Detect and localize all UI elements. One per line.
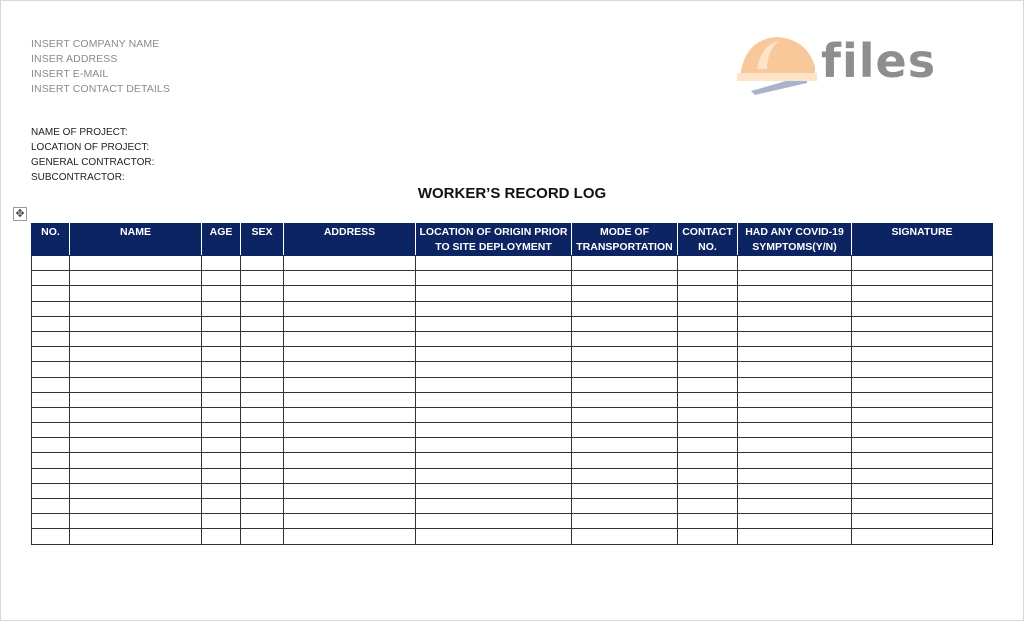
table-cell[interactable] <box>572 453 678 468</box>
table-body <box>32 256 993 545</box>
table-cell[interactable] <box>70 392 202 407</box>
col-header-covid-symptoms[interactable]: HAD ANY COVID-19 SYMPTOMS(Y/N) <box>738 224 852 256</box>
table-cell[interactable] <box>572 316 678 331</box>
table-cell[interactable] <box>678 362 738 377</box>
table-row <box>32 514 993 529</box>
table-cell[interactable] <box>284 514 416 529</box>
table-cell[interactable] <box>70 362 202 377</box>
table-cell[interactable] <box>32 529 70 544</box>
table-cell[interactable] <box>284 453 416 468</box>
table-cell[interactable] <box>32 499 70 514</box>
table-cell[interactable] <box>572 362 678 377</box>
table-cell[interactable] <box>202 423 241 438</box>
table-cell[interactable] <box>416 316 572 331</box>
table-cell[interactable] <box>202 331 241 346</box>
table-cell[interactable] <box>32 331 70 346</box>
table-cell[interactable] <box>241 499 284 514</box>
table-cell[interactable] <box>678 316 738 331</box>
logo-text: files <box>821 34 937 88</box>
table-cell[interactable] <box>70 286 202 301</box>
table-cell[interactable] <box>284 331 416 346</box>
table-cell[interactable] <box>241 271 284 286</box>
table-cell[interactable] <box>416 468 572 483</box>
table-cell[interactable] <box>738 271 852 286</box>
table-cell[interactable] <box>241 529 284 544</box>
table-cell[interactable] <box>70 499 202 514</box>
table-cell[interactable] <box>852 468 993 483</box>
table-cell[interactable] <box>678 483 738 498</box>
table-cell[interactable] <box>678 256 738 271</box>
table-cell[interactable] <box>572 529 678 544</box>
table-cell[interactable] <box>32 407 70 422</box>
table-cell[interactable] <box>202 362 241 377</box>
table-cell[interactable] <box>202 271 241 286</box>
table-cell[interactable] <box>284 316 416 331</box>
table-cell[interactable] <box>738 331 852 346</box>
table-cell[interactable] <box>241 483 284 498</box>
table-cell[interactable] <box>202 286 241 301</box>
hard-hat-icon <box>737 31 827 95</box>
table-cell[interactable] <box>32 468 70 483</box>
table-cell[interactable] <box>284 271 416 286</box>
table-cell[interactable] <box>572 377 678 392</box>
project-name-label[interactable]: NAME OF PROJECT: <box>31 127 128 138</box>
col-header-contact[interactable]: CONTACT NO. <box>678 224 738 256</box>
company-email[interactable]: INSERT E-MAIL <box>31 68 109 80</box>
table-cell[interactable] <box>241 514 284 529</box>
table-cell[interactable] <box>202 347 241 362</box>
table-cell[interactable] <box>241 286 284 301</box>
col-header-age[interactable]: AGE <box>202 224 241 256</box>
table-cell[interactable] <box>572 407 678 422</box>
table-cell[interactable] <box>284 392 416 407</box>
table-cell[interactable] <box>852 271 993 286</box>
table-cell[interactable] <box>416 377 572 392</box>
table-cell[interactable] <box>70 453 202 468</box>
table-cell[interactable] <box>852 392 993 407</box>
table-cell[interactable] <box>284 407 416 422</box>
table-cell[interactable] <box>284 483 416 498</box>
table-cell[interactable] <box>678 331 738 346</box>
table-row <box>32 286 993 301</box>
table-cell[interactable] <box>70 407 202 422</box>
table-cell[interactable] <box>70 316 202 331</box>
table-cell[interactable] <box>241 438 284 453</box>
table-cell[interactable] <box>678 499 738 514</box>
table-cell[interactable] <box>284 423 416 438</box>
table-cell[interactable] <box>202 301 241 316</box>
table-cell[interactable] <box>284 362 416 377</box>
table-cell[interactable] <box>32 286 70 301</box>
table-row <box>32 316 993 331</box>
company-name[interactable]: INSERT COMPANY NAME <box>31 38 160 50</box>
table-cell[interactable] <box>70 347 202 362</box>
table-cell[interactable] <box>678 423 738 438</box>
table-cell[interactable] <box>572 331 678 346</box>
table-cell[interactable] <box>738 347 852 362</box>
table-cell[interactable] <box>738 438 852 453</box>
table-cell[interactable] <box>32 347 70 362</box>
table-cell[interactable] <box>852 347 993 362</box>
table-row <box>32 407 993 422</box>
table-row <box>32 423 993 438</box>
table-row <box>32 483 993 498</box>
table-cell[interactable] <box>32 256 70 271</box>
table-cell[interactable] <box>678 301 738 316</box>
document-title[interactable]: WORKER’S RECORD LOG <box>417 185 607 202</box>
table-cell[interactable] <box>202 407 241 422</box>
table-cell[interactable] <box>572 438 678 453</box>
table-cell[interactable] <box>416 483 572 498</box>
table-cell[interactable] <box>70 483 202 498</box>
table-cell[interactable] <box>572 271 678 286</box>
table-cell[interactable] <box>678 407 738 422</box>
table-cell[interactable] <box>202 377 241 392</box>
table-header-row <box>32 224 993 256</box>
table-cell[interactable] <box>572 468 678 483</box>
table-row <box>32 256 993 271</box>
table-cell[interactable] <box>738 256 852 271</box>
table-cell[interactable] <box>202 529 241 544</box>
table-cell[interactable] <box>416 256 572 271</box>
table-cell[interactable] <box>32 453 70 468</box>
table-cell[interactable] <box>416 392 572 407</box>
table-cell[interactable] <box>416 438 572 453</box>
table-row <box>32 377 993 392</box>
table-cell[interactable] <box>738 377 852 392</box>
table-cell[interactable] <box>241 377 284 392</box>
table-cell[interactable] <box>202 499 241 514</box>
table-cell[interactable] <box>32 423 70 438</box>
table-cell[interactable] <box>70 423 202 438</box>
table-cell[interactable] <box>572 499 678 514</box>
table-cell[interactable] <box>241 453 284 468</box>
table-cell[interactable] <box>852 529 993 544</box>
table-row <box>32 347 993 362</box>
table-cell[interactable] <box>241 362 284 377</box>
table-cell[interactable] <box>678 438 738 453</box>
table-cell[interactable] <box>572 347 678 362</box>
table-move-handle-icon[interactable]: ✥ <box>13 207 27 221</box>
table-cell[interactable] <box>284 347 416 362</box>
table-cell[interactable] <box>678 529 738 544</box>
table-cell[interactable] <box>738 362 852 377</box>
table-cell[interactable] <box>70 514 202 529</box>
table-cell[interactable] <box>852 483 993 498</box>
table-row <box>32 271 993 286</box>
table-cell[interactable] <box>284 256 416 271</box>
company-info-block <box>31 37 170 97</box>
table-cell[interactable] <box>738 483 852 498</box>
col-header-sex[interactable]: SEX <box>241 224 284 256</box>
table-cell[interactable] <box>284 438 416 453</box>
table-cell[interactable] <box>202 483 241 498</box>
table-cell[interactable] <box>852 423 993 438</box>
table-cell[interactable] <box>852 362 993 377</box>
table-cell[interactable] <box>241 301 284 316</box>
company-address[interactable]: INSER ADDRESS <box>31 53 118 65</box>
table-cell[interactable] <box>70 529 202 544</box>
table-cell[interactable] <box>738 453 852 468</box>
table-cell[interactable] <box>241 331 284 346</box>
table-cell[interactable] <box>202 514 241 529</box>
table-cell[interactable] <box>678 347 738 362</box>
company-contact[interactable]: INSERT CONTACT DETAILS <box>31 83 170 95</box>
table-cell[interactable] <box>284 377 416 392</box>
project-location-label[interactable]: LOCATION OF PROJECT: <box>31 142 150 153</box>
table-cell[interactable] <box>416 301 572 316</box>
table-cell[interactable] <box>738 316 852 331</box>
files-logo <box>737 31 967 95</box>
table-cell[interactable] <box>738 407 852 422</box>
table-cell[interactable] <box>416 529 572 544</box>
col-header-name[interactable]: NAME <box>70 224 202 256</box>
table-row <box>32 453 993 468</box>
table-cell[interactable] <box>738 423 852 438</box>
table-cell[interactable] <box>852 286 993 301</box>
table-cell[interactable] <box>852 377 993 392</box>
table-cell[interactable] <box>284 499 416 514</box>
table-cell[interactable] <box>32 301 70 316</box>
table-row <box>32 438 993 453</box>
table-cell[interactable] <box>241 423 284 438</box>
table-row <box>32 499 993 514</box>
table-cell[interactable] <box>572 514 678 529</box>
table-cell[interactable] <box>852 407 993 422</box>
table-cell[interactable] <box>202 468 241 483</box>
col-header-transportation[interactable]: MODE OF TRANSPORTATION <box>572 224 678 256</box>
table-cell[interactable] <box>852 256 993 271</box>
table-cell[interactable] <box>416 362 572 377</box>
table-cell[interactable] <box>416 423 572 438</box>
table-cell[interactable] <box>241 392 284 407</box>
table-cell[interactable] <box>70 438 202 453</box>
table-cell[interactable] <box>32 362 70 377</box>
table-cell[interactable] <box>852 301 993 316</box>
table-cell[interactable] <box>678 514 738 529</box>
table-cell[interactable] <box>678 468 738 483</box>
table-cell[interactable] <box>738 301 852 316</box>
table-cell[interactable] <box>738 499 852 514</box>
table-cell[interactable] <box>202 316 241 331</box>
table-cell[interactable] <box>416 347 572 362</box>
table-cell[interactable] <box>572 483 678 498</box>
table-cell[interactable] <box>852 499 993 514</box>
table-cell[interactable] <box>284 286 416 301</box>
table-cell[interactable] <box>284 468 416 483</box>
table-cell[interactable] <box>416 514 572 529</box>
table-cell[interactable] <box>738 392 852 407</box>
table-cell[interactable] <box>738 468 852 483</box>
col-header-address[interactable]: ADDRESS <box>284 224 416 256</box>
table-cell[interactable] <box>32 438 70 453</box>
table-cell[interactable] <box>738 529 852 544</box>
table-row <box>32 301 993 316</box>
table-cell[interactable] <box>32 377 70 392</box>
table-cell[interactable] <box>202 453 241 468</box>
table-cell[interactable] <box>241 316 284 331</box>
table-cell[interactable] <box>572 392 678 407</box>
table-cell[interactable] <box>32 483 70 498</box>
table-cell[interactable] <box>202 392 241 407</box>
table-cell[interactable] <box>416 271 572 286</box>
general-contractor-label[interactable]: GENERAL CONTRACTOR: <box>31 157 155 168</box>
col-header-location-origin[interactable]: LOCATION OF ORIGIN PRIOR TO SITE DEPLOYMENT <box>416 224 572 256</box>
table-cell[interactable] <box>284 301 416 316</box>
table-cell[interactable] <box>678 453 738 468</box>
table-cell[interactable] <box>70 468 202 483</box>
table-cell[interactable] <box>70 331 202 346</box>
table-row <box>32 362 993 377</box>
table-cell[interactable] <box>572 301 678 316</box>
table-cell[interactable] <box>70 271 202 286</box>
table-cell[interactable] <box>678 377 738 392</box>
table-row <box>32 529 993 544</box>
table-cell[interactable] <box>70 256 202 271</box>
col-header-no[interactable]: NO. <box>32 224 70 256</box>
table-cell[interactable] <box>572 286 678 301</box>
table-cell[interactable] <box>738 286 852 301</box>
worker-record-table <box>31 223 993 545</box>
table-cell[interactable] <box>678 392 738 407</box>
table-cell[interactable] <box>284 529 416 544</box>
table-cell[interactable] <box>202 256 241 271</box>
table-cell[interactable] <box>32 514 70 529</box>
table-row <box>32 468 993 483</box>
table-cell[interactable] <box>572 423 678 438</box>
table-cell[interactable] <box>241 468 284 483</box>
table-cell[interactable] <box>738 514 852 529</box>
table-cell[interactable] <box>241 407 284 422</box>
table-cell[interactable] <box>678 286 738 301</box>
project-info-block <box>31 125 154 185</box>
table-cell[interactable] <box>416 331 572 346</box>
table-cell[interactable] <box>852 316 993 331</box>
table-cell[interactable] <box>32 392 70 407</box>
subcontractor-label[interactable]: SUBCONTRACTOR: <box>31 172 125 183</box>
table-cell[interactable] <box>852 331 993 346</box>
table-cell[interactable] <box>416 286 572 301</box>
table-cell[interactable] <box>416 499 572 514</box>
table-cell[interactable] <box>32 316 70 331</box>
table-row <box>32 331 993 346</box>
table-cell[interactable] <box>70 377 202 392</box>
table-cell[interactable] <box>241 256 284 271</box>
table-cell[interactable] <box>852 438 993 453</box>
table-cell[interactable] <box>241 347 284 362</box>
table-cell[interactable] <box>852 514 993 529</box>
table-cell[interactable] <box>678 271 738 286</box>
text-cursor <box>992 530 993 545</box>
table-cell[interactable] <box>416 453 572 468</box>
table-cell[interactable] <box>416 407 572 422</box>
table-cell[interactable] <box>572 256 678 271</box>
table-row <box>32 392 993 407</box>
table-cell[interactable] <box>202 438 241 453</box>
table-cell[interactable] <box>32 271 70 286</box>
col-header-signature[interactable]: SIGNATURE <box>852 224 993 256</box>
table-cell[interactable] <box>852 453 993 468</box>
table-cell[interactable] <box>70 301 202 316</box>
